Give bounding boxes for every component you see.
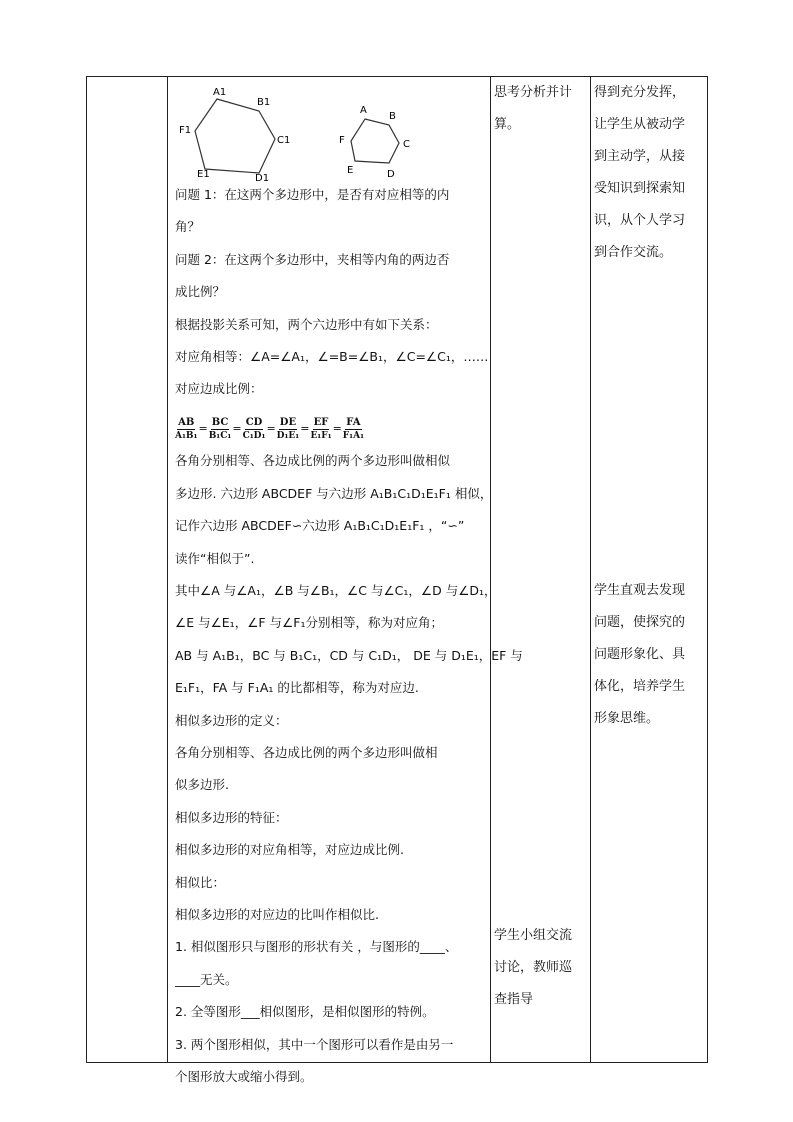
main-line: 相似多边形的特征： [175, 809, 288, 825]
main-line: 各角分别相等、各边成比例的两个多边形叫做相 [175, 745, 438, 760]
student-activity-bottom [494, 920, 590, 1016]
main-line: 成比例？ [175, 284, 226, 300]
hex2-label: D [387, 169, 395, 180]
hex1-label: C1 [277, 135, 291, 146]
col3-line: 查指导 [494, 992, 534, 1007]
lesson-table [86, 76, 708, 1085]
col3-line: 学生小组交流 [494, 928, 573, 943]
col4-line: 问题形象化、具 [594, 647, 686, 662]
main-line: ∠E 与∠E₁，∠F 与∠F₁分别相等，称为对应角； [175, 615, 443, 631]
column-divider [167, 77, 168, 1062]
col4-line: 形象思维。 [594, 711, 660, 726]
ratio-equation: $\frac{AB}{\text{A₁B₁}}$ = $\frac{BC}{\text{B₁C₁}}$ = $\frac{CD}{\text{C₁D₁}}$ = $\frac{DE}{\text{D₁E₁}}$ = $\frac{EF}{\text{E₁F₁}}$ = $\frac{FA}{\text{F₁A₁}}$ [175, 416, 365, 441]
hex2-label: C [403, 139, 410, 150]
col4-line: 到合作交流。 [594, 245, 673, 260]
main-line: 2. 全等图形___相似图形，是相似图形的特例。 [175, 1004, 435, 1020]
design-intent-bottom [594, 575, 704, 735]
col3-line: 算。 [494, 117, 521, 132]
col4-line: 受知识到探索知 [594, 181, 686, 196]
fraction: $\frac{BC}{\text{B₁C₁}}$ [208, 416, 232, 441]
fraction: $\frac{FA}{\text{F₁A₁}}$ [342, 416, 365, 441]
main-line: 个图形放大或缩小得到。 [175, 1069, 313, 1085]
main-line: 似多边形. [175, 777, 229, 793]
main-line: 记作六边形 ABCDEF∽六边形 A₁B₁C₁D₁E₁F₁ ，“∽” [175, 518, 465, 534]
hexagon-figure [167, 81, 427, 181]
main-line: 其中∠A 与∠A₁，∠B 与∠B₁，∠C 与∠C₁，∠D 与∠D₁， [175, 582, 497, 598]
col4-line: 让学生从被动学 [594, 117, 686, 132]
main-line: 相似多边形的定义： [175, 712, 288, 728]
main-line: 相似多边形的对应角相等，对应边成比例. [175, 842, 404, 858]
main-line: E₁F₁，FA 与 F₁A₁ 的比都相等，称为对应边. [175, 680, 419, 696]
col4-line: 体化，培养学生 [594, 679, 686, 694]
main-line: 各角分别相等、各边成比例的两个多边形叫做相似 [175, 453, 451, 469]
design-intent-top [594, 77, 704, 269]
main-line: 问题 1：在这两个多边形中，是否有对应相等的内 [175, 187, 450, 202]
hex1-label: D1 [255, 173, 270, 181]
hex1-label: B1 [257, 97, 271, 108]
hex1-label: F1 [179, 125, 192, 136]
hex2-label: E [347, 165, 354, 176]
main-line: 对应边成比例： [175, 381, 263, 397]
col3-line: 思考分析并计 [494, 85, 573, 100]
main-line: 对应角相等：∠A=∠A₁，∠=B=∠B₁，∠C=∠C₁，…… [175, 349, 489, 365]
hex2-label: B [389, 111, 396, 122]
column-divider [590, 77, 591, 1062]
fraction: $\frac{CD}{\text{C₁D₁}}$ [242, 416, 266, 441]
hex1-label: E1 [197, 169, 210, 180]
main-line: 相似比： [175, 874, 226, 890]
hexagon-small [351, 119, 399, 163]
main-line: AB 与 A₁B₁，BC 与 B₁C₁，CD 与 C₁D₁， DE 与 D₁E₁，EF 与 [175, 647, 523, 663]
main-line: 1. 相似图形只与图形的形状有关 ，与图形的____、 [175, 939, 458, 955]
hexagon-large [195, 99, 275, 173]
col4-line: 问题，使探究的 [594, 615, 686, 630]
main-line: 角？ [175, 219, 201, 235]
fraction: $\frac{EF}{\text{E₁F₁}}$ [310, 416, 332, 441]
col4-line: 学生直观去发现 [594, 583, 686, 598]
col3-line: 讨论，教师巡 [494, 960, 573, 975]
hex2-label: F [339, 135, 345, 146]
main-line: 相似多边形的对应边的比叫作相似比. [175, 907, 379, 923]
fraction: $\frac{AB}{\text{A₁B₁}}$ [175, 416, 198, 441]
col4-line: 到主动学，从接 [594, 149, 686, 164]
main-line: 多边形. 六边形 ABCDEF 与六边形 A₁B₁C₁D₁E₁F₁ 相似， [175, 485, 493, 501]
hex2-label: A [360, 105, 367, 116]
hex1-label: A1 [213, 87, 227, 98]
fraction: $\frac{DE}{\text{D₁E₁}}$ [276, 416, 300, 441]
main-line: 根据投影关系可知，两个六边形中有如下关系： [175, 316, 438, 332]
col4-line: 识，从个人学习 [594, 213, 686, 228]
main-line: 读作“相似于”. [175, 550, 255, 566]
main-line: ____无关。 [175, 971, 238, 987]
col4-line: 得到充分发挥， [594, 85, 686, 100]
main-line: 问题 2：在这两个多边形中，夹相等内角的两边否 [175, 251, 450, 267]
main-line: 3. 两个图形相似，其中一个图形可以看作是由另一 [175, 1036, 454, 1052]
student-activity-top [494, 77, 590, 141]
